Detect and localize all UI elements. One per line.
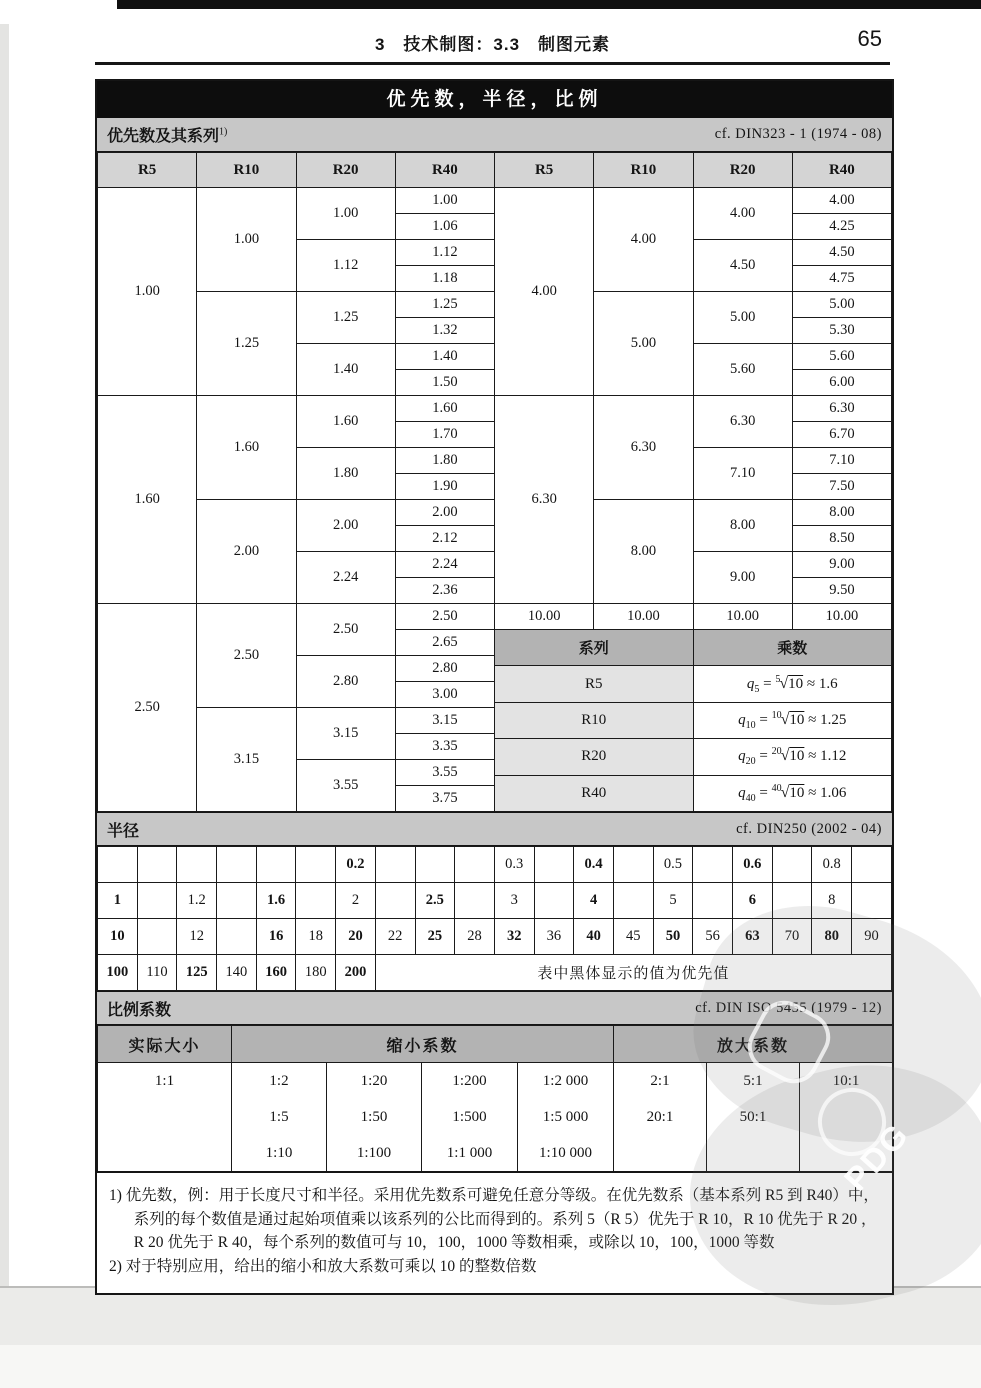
radius-cell: 6 [733, 883, 773, 919]
pref-cell: 9.00 [792, 552, 891, 578]
radius-cell: 90 [852, 919, 892, 955]
scale-cell: 1:500 [422, 1099, 518, 1135]
pref-cell: 5.00 [693, 292, 792, 344]
column-header: R20 [296, 153, 395, 188]
scale-cell [800, 1135, 893, 1171]
pref-cell: 4.00 [792, 188, 891, 214]
scale-cell [98, 1099, 232, 1135]
table-row [98, 188, 892, 214]
scale-cell: 50:1 [707, 1099, 800, 1135]
approx-value: 1.06 [820, 784, 847, 801]
scale-cell: 1:10 [232, 1135, 327, 1171]
radicand: 10 [789, 711, 805, 728]
radius-cell: 0.5 [653, 847, 693, 883]
pref-cell: 2.50 [395, 604, 494, 630]
pref-cell: 7.50 [792, 474, 891, 500]
pref-cell: 1.40 [395, 344, 494, 370]
pref-cell: 2.00 [296, 500, 395, 552]
radius-cell: 40 [574, 919, 614, 955]
table-header-row [495, 630, 891, 666]
radius-cell [415, 847, 455, 883]
radius-cell: 18 [296, 919, 336, 955]
footnote-text: 对于特别应用，给出的缩小和放大系数可乘以 10 的整数倍数 [125, 1257, 537, 1275]
standard-reference: cf. DIN323 - 1 (1974 - 08) [714, 126, 882, 142]
radius-cell: 100 [98, 955, 138, 991]
pref-cell: 9.00 [693, 552, 792, 604]
pref-cell: 1.06 [395, 214, 494, 240]
footnote-marker: 1) [219, 126, 228, 138]
table-row [98, 919, 892, 955]
multiplier-header-series: 系列 [495, 630, 693, 666]
radius-cell [98, 847, 138, 883]
pref-cell: 2.00 [395, 500, 494, 526]
scale-group-header-enlargement: 放大系数 [614, 1026, 893, 1063]
radius-cell: 0.2 [336, 847, 376, 883]
radius-cell: 5 [653, 883, 693, 919]
radius-cell: 110 [137, 955, 177, 991]
radius-cell [375, 847, 415, 883]
section-title: 半径 [107, 822, 140, 840]
content-box [95, 79, 894, 1295]
scale-cell [614, 1135, 707, 1171]
radius-cell: 56 [693, 919, 733, 955]
table-row [98, 955, 892, 991]
radius-cell: 8 [812, 883, 852, 919]
column-header: R5 [98, 153, 197, 188]
scale-cell: 1:1 000 [422, 1135, 518, 1171]
pref-cell: 4.00 [495, 188, 594, 396]
radius-cell [137, 847, 177, 883]
pref-cell: 5.60 [792, 344, 891, 370]
radius-cell: 63 [733, 919, 773, 955]
radius-cell [693, 883, 733, 919]
mult-formula-cell [693, 702, 891, 738]
footnote-marker: 2) [109, 1257, 126, 1275]
approx-value: 1.12 [820, 748, 847, 765]
table-row [98, 604, 892, 630]
pref-cell: 1.70 [395, 422, 494, 448]
pref-cell: 10.00 [594, 604, 693, 630]
radius-cell [613, 883, 653, 919]
approx-sign: ≈ [808, 748, 817, 765]
pref-cell: 4.50 [792, 240, 891, 266]
approx-sign: ≈ [808, 711, 817, 728]
q-symbol: q [738, 748, 746, 765]
scale-group-header-reduction: 缩小系数 [232, 1026, 614, 1063]
footnote-text: 优先数，例：用于长度尺寸和半径。采用优先数系可避免任意分等级。在优先数系（基本系列 R5 到 R40）中，系列的每个数值是通过起始项值乘以该系列的公比而得到的。系列 5（R 5）优先于 R 10，R 10 优先于 R 20 ，R 20 优先于 R 40，每个系列的数值可与 10，100，1000 等数相乘，或除以 10，100，1000 等数 [125, 1187, 879, 1251]
radicand: 10 [789, 748, 805, 765]
root-index: 20 [771, 746, 782, 758]
table-row [98, 1063, 893, 1100]
preferred-numbers-table [97, 152, 892, 812]
radius-cell: 3 [494, 883, 534, 919]
pref-cell: 2.12 [395, 526, 494, 552]
column-header: R40 [792, 153, 891, 188]
chapter-title: 3 技术制图：3.3 制图元素 [374, 35, 611, 54]
pref-cell: 1.00 [395, 188, 494, 214]
scale-cell: 1:5 [232, 1099, 327, 1135]
pref-cell: 1.12 [395, 240, 494, 266]
page-number: 65 [857, 26, 882, 51]
pref-cell: 3.55 [296, 760, 395, 812]
mult-series-cell: R20 [495, 739, 693, 775]
root-index: 10 [771, 709, 782, 721]
root-index: 40 [771, 782, 782, 794]
pref-cell: 1.60 [98, 396, 197, 604]
radius-cell: 12 [177, 919, 217, 955]
table-row [495, 775, 891, 811]
pref-cell: 1.00 [98, 188, 197, 396]
section-bar-preferred-numbers [97, 118, 892, 152]
radius-cell [375, 883, 415, 919]
pref-cell: 3.00 [395, 682, 494, 708]
pref-cell: 3.55 [395, 760, 494, 786]
table-row [98, 847, 892, 883]
mult-formula-cell [693, 666, 891, 702]
radius-cell: 1.6 [256, 883, 296, 919]
column-header: R10 [594, 153, 693, 188]
pref-cell: 3.35 [395, 734, 494, 760]
pref-cell: 5.00 [594, 292, 693, 396]
column-header: R40 [395, 153, 494, 188]
radius-cell [455, 847, 495, 883]
pref-cell: 2.36 [395, 578, 494, 604]
scale-cell: 1:1 [98, 1063, 232, 1100]
scale-cell: 1:200 [422, 1063, 518, 1100]
pref-cell: 6.30 [792, 396, 891, 422]
pref-cell: 2.24 [395, 552, 494, 578]
table-row [495, 702, 891, 738]
radius-cell: 45 [613, 919, 653, 955]
root-index: 5 [775, 673, 781, 685]
table-title-bar: 优先数，半径，比例 [97, 81, 892, 118]
radius-cell: 160 [256, 955, 296, 991]
standard-reference: cf. DIN250 (2002 - 04) [736, 820, 882, 837]
radical-icon: √ [780, 710, 790, 728]
pref-cell: 1.32 [395, 318, 494, 344]
mult-series-cell: R5 [495, 666, 693, 702]
footnote-marker: 1) [109, 1187, 126, 1204]
q-symbol: q [738, 711, 746, 728]
column-header: R10 [197, 153, 296, 188]
radicand: 10 [789, 784, 805, 801]
radius-cell: 125 [177, 955, 217, 991]
radius-cell: 50 [653, 919, 693, 955]
section-title: 比例系数 [107, 1001, 172, 1019]
mult-series-cell: R40 [495, 775, 693, 811]
radius-cell: 200 [336, 955, 376, 991]
scale-cell: 20:1 [614, 1099, 707, 1135]
radius-cell: 32 [494, 919, 534, 955]
table-row [98, 1135, 893, 1171]
radius-cell [772, 847, 812, 883]
q-symbol: q [746, 675, 755, 692]
radius-cell: 25 [415, 919, 455, 955]
scale-cell: 1:50 [327, 1099, 422, 1135]
pref-cell: 6.30 [693, 396, 792, 448]
q-symbol: q [738, 784, 746, 801]
radical-icon: √ [779, 674, 789, 692]
pref-cell: 6.70 [792, 422, 891, 448]
radius-cell [296, 883, 336, 919]
mult-formula-cell [693, 775, 891, 811]
radius-cell: 180 [296, 955, 336, 991]
radius-cell: 1 [98, 883, 138, 919]
radius-cell [217, 883, 257, 919]
scale-cell [98, 1135, 232, 1171]
pref-cell: 8.00 [792, 500, 891, 526]
pref-cell: 10.00 [792, 604, 891, 630]
multiplier-table [495, 630, 891, 811]
table-row [98, 883, 892, 919]
equals-sign: = [759, 711, 768, 728]
pref-cell: 2.50 [296, 604, 395, 656]
pref-cell: 1.00 [296, 188, 395, 240]
pref-cell: 7.10 [693, 448, 792, 500]
pref-cell: 4.25 [792, 214, 891, 240]
pref-cell: 1.60 [395, 396, 494, 422]
pref-cell: 8.50 [792, 526, 891, 552]
pref-cell: 2.00 [197, 500, 296, 604]
table-row [495, 666, 891, 702]
radius-cell: 2 [336, 883, 376, 919]
scale-cell [800, 1099, 893, 1135]
watermark-pdg-text: PDG [836, 1115, 917, 1198]
pref-cell: 2.24 [296, 552, 395, 604]
mult-formula-cell [693, 739, 891, 775]
footnotes-box [97, 1171, 892, 1293]
pref-cell: 10.00 [495, 604, 594, 630]
q-subscript: 40 [745, 792, 756, 804]
pref-cell: 10.00 [693, 604, 792, 630]
scale-cell: 1:5 000 [518, 1099, 614, 1135]
table-header-row [98, 1026, 893, 1063]
standard-reference: cf. DIN ISO 5455 (1979 - 12) [695, 999, 882, 1016]
mult-series-cell: R10 [495, 702, 693, 738]
scale-cell: 2:1 [614, 1063, 707, 1100]
radius-cell [177, 847, 217, 883]
q-subscript: 20 [745, 756, 756, 768]
pref-cell: 3.15 [395, 708, 494, 734]
scale-cell: 1:20 [327, 1063, 422, 1100]
multiplier-table-cell [495, 630, 892, 812]
pref-cell: 1.18 [395, 266, 494, 292]
q-subscript: 10 [745, 719, 756, 731]
scale-cell: 1:2 [232, 1063, 327, 1100]
pref-cell: 2.50 [197, 604, 296, 708]
pref-cell: 4.00 [693, 188, 792, 240]
radius-cell: 70 [772, 919, 812, 955]
radius-cell [613, 847, 653, 883]
radius-cell [534, 883, 574, 919]
pref-cell: 5.60 [693, 344, 792, 396]
scale-group-header-actual: 实际大小 [98, 1026, 232, 1063]
table-row [98, 396, 892, 422]
section-bar-scale [97, 991, 892, 1025]
approx-sign: ≈ [808, 784, 817, 801]
pref-cell: 4.50 [693, 240, 792, 292]
pref-cell: 1.25 [296, 292, 395, 344]
pref-cell: 1.40 [296, 344, 395, 396]
radius-cell: 0.3 [494, 847, 534, 883]
radius-cell: 0.4 [574, 847, 614, 883]
table-row [495, 739, 891, 775]
scan-left-margin [0, 24, 9, 1286]
pref-cell: 3.75 [395, 786, 494, 812]
radius-table [97, 846, 892, 991]
radius-cell: 10 [98, 919, 138, 955]
scan-top-edge [117, 0, 981, 9]
footnote [109, 1255, 880, 1279]
pref-cell: 1.12 [296, 240, 395, 292]
pref-cell: 5.00 [792, 292, 891, 318]
pref-cell: 1.80 [395, 448, 494, 474]
radius-cell [772, 883, 812, 919]
radius-cell: 0.8 [812, 847, 852, 883]
equals-sign: = [759, 748, 768, 765]
pref-cell: 2.80 [395, 656, 494, 682]
equals-sign: = [763, 675, 772, 692]
approx-value: 1.6 [818, 675, 838, 692]
radius-cell: 16 [256, 919, 296, 955]
scale-table [97, 1025, 893, 1171]
scale-cell: 1:100 [327, 1135, 422, 1171]
header-rule [95, 62, 890, 65]
pref-cell: 1.80 [296, 448, 395, 500]
radius-cell [852, 883, 892, 919]
scale-cell: 5:1 [707, 1063, 800, 1100]
radius-cell [534, 847, 574, 883]
radicand: 10 [788, 675, 804, 692]
section-bar-radius [97, 812, 892, 846]
scale-cell [707, 1135, 800, 1171]
radius-cell [137, 883, 177, 919]
pref-cell: 2.65 [395, 630, 494, 656]
radius-cell: 1.2 [177, 883, 217, 919]
scan-bottom-margin [0, 1345, 981, 1388]
pref-cell: 8.00 [693, 500, 792, 552]
radius-cell: 36 [534, 919, 574, 955]
page-header [95, 26, 890, 60]
radical-icon: √ [780, 747, 790, 765]
approx-value: 1.25 [820, 711, 847, 728]
radius-cell [217, 847, 257, 883]
pref-cell: 2.50 [98, 604, 197, 812]
pref-cell: 6.00 [792, 370, 891, 396]
pref-cell: 6.30 [594, 396, 693, 500]
table-row [98, 1099, 893, 1135]
radius-cell: 22 [375, 919, 415, 955]
pref-cell: 9.50 [792, 578, 891, 604]
pref-cell: 1.00 [197, 188, 296, 292]
radius-cell: 4 [574, 883, 614, 919]
radius-cell [852, 847, 892, 883]
pref-cell: 1.25 [197, 292, 296, 396]
approx-sign: ≈ [806, 675, 816, 692]
pref-cell: 3.15 [197, 708, 296, 812]
footnote [109, 1184, 880, 1255]
radius-cell [693, 847, 733, 883]
scale-cell: 1:10 000 [518, 1135, 614, 1171]
pref-cell: 1.50 [395, 370, 494, 396]
equals-sign: = [759, 784, 768, 801]
pref-cell: 5.30 [792, 318, 891, 344]
radius-cell: 28 [455, 919, 495, 955]
radius-cell [455, 883, 495, 919]
radius-cell: 0.6 [733, 847, 773, 883]
pref-cell: 3.15 [296, 708, 395, 760]
radius-cell [217, 919, 257, 955]
section-title: 优先数及其系列$^{1)}$ [107, 126, 228, 145]
multiplier-header-factor: 乘数 [693, 630, 891, 666]
radius-cell [296, 847, 336, 883]
radius-cell: 140 [217, 955, 257, 991]
pref-cell: 1.60 [296, 396, 395, 448]
table-header-row [98, 153, 892, 188]
radius-cell: 20 [336, 919, 376, 955]
pref-cell: 2.80 [296, 656, 395, 708]
radius-cell [256, 847, 296, 883]
pref-cell: 1.60 [197, 396, 296, 500]
column-header: R5 [495, 153, 594, 188]
pref-cell: 1.25 [395, 292, 494, 318]
radical-icon: √ [780, 783, 790, 801]
pref-cell: 4.75 [792, 266, 891, 292]
radius-cell: 80 [812, 919, 852, 955]
pref-cell: 8.00 [594, 500, 693, 604]
radius-cell [137, 919, 177, 955]
pref-cell: 7.10 [792, 448, 891, 474]
scale-cell: 10:1 [800, 1063, 893, 1100]
pref-cell: 4.00 [594, 188, 693, 292]
pref-cell: 1.90 [395, 474, 494, 500]
pref-cell: 6.30 [495, 396, 594, 604]
scale-cell: 1:2 000 [518, 1063, 614, 1100]
column-header: R20 [693, 153, 792, 188]
radius-note-cell: 表中黑体显示的值为优先值 [375, 955, 891, 991]
q-subscript: 5 [754, 683, 760, 695]
radius-cell: 2.5 [415, 883, 455, 919]
